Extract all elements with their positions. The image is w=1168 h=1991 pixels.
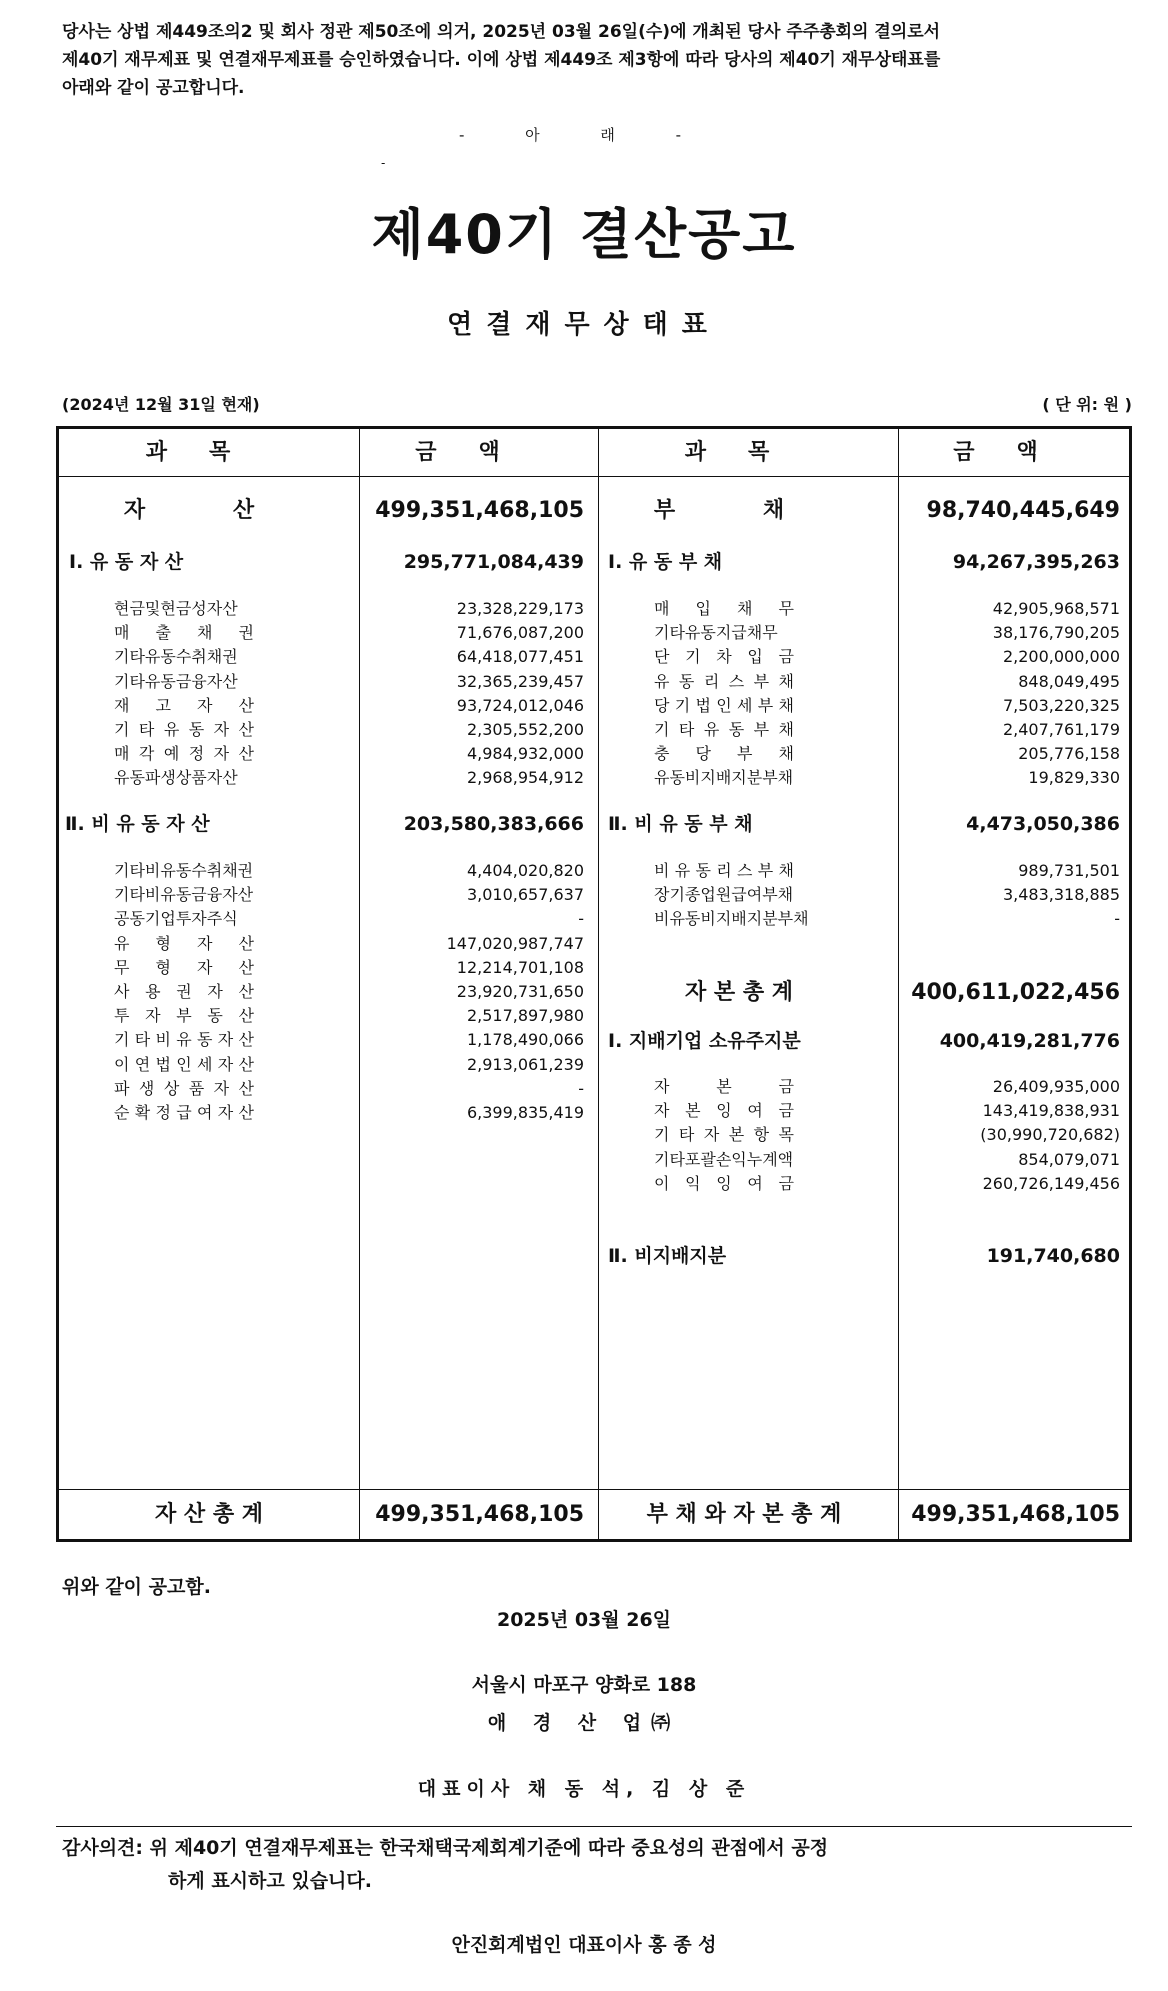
liability-item-label: 유동비지배지분부채: [654, 768, 794, 788]
liability-item-label: 당 기 법 인 세 부 채: [654, 695, 794, 715]
liabilities-total-value: 98,740,445,649: [926, 498, 1120, 523]
noncurrent-assets-value: 203,580,383,666: [403, 813, 584, 835]
auditor-name: 안진회계법인 대표이사 홍 종 성: [451, 1934, 717, 1956]
ceo-names: 대표이사 채 동 석, 김 상 준: [417, 1778, 751, 1800]
equity-item-value: (30,990,720,682): [980, 1125, 1120, 1145]
liability-item-label: 비유동비지배지분부채: [654, 909, 809, 929]
asset-item-label: 순 확 정 급 여 자 산: [114, 1103, 254, 1122]
asset-item-value: 32,365,239,457: [456, 671, 584, 691]
current-liabilities-label: Ⅰ. 유 동 부 채: [608, 551, 723, 573]
asset-item-label: 유동파생상품자산: [114, 768, 238, 788]
total-liab-equity-value: 499,351,468,105: [911, 1502, 1120, 1527]
company-name: 애 경 산 업㈜: [487, 1712, 681, 1734]
audit-divider: [56, 1826, 1132, 1827]
liability-item-value: 2,407,761,179: [1002, 720, 1120, 739]
controlling-interest-value: 400,419,281,776: [939, 1030, 1120, 1052]
header-item-left: 과목: [145, 440, 273, 465]
column-divider: [598, 429, 599, 1539]
asset-item-label: 유 형 자 산: [114, 933, 254, 953]
equity-item-label: 자 본 잉 여 금: [654, 1101, 794, 1121]
liability-item-value: 2,200,000,000: [1002, 647, 1120, 667]
header-amount-right: 금액: [953, 440, 1080, 465]
controlling-interest-label: Ⅰ. 지배기업 소유주지분: [608, 1030, 801, 1052]
liability-item-value: 205,776,158: [1018, 744, 1120, 764]
page-title: 제40기 결산공고: [371, 203, 797, 266]
header-item-right: 과목: [684, 440, 812, 465]
liability-item-value: 7,503,220,325: [1002, 695, 1120, 715]
equity-item-value: 260,726,149,456: [982, 1173, 1120, 1193]
audit-line: 하게 표시하고 있습니다.: [168, 1870, 372, 1892]
asset-item-value: 64,418,077,451: [456, 647, 584, 667]
total-assets-label: 자 산 총 계: [155, 1502, 263, 1527]
asset-item-value: 2,305,552,200: [466, 720, 584, 739]
statement-title: 연결재무상태표: [447, 310, 721, 340]
equity-total-value: 400,611,022,456: [911, 980, 1120, 1005]
asset-item-value: 147,020,987,747: [446, 933, 584, 953]
nci-value: 191,740,680: [986, 1245, 1120, 1267]
liability-item-value: 848,049,495: [1018, 671, 1120, 691]
notice-text: 위와 같이 공고함.: [62, 1576, 211, 1598]
asset-item-value: 71,676,087,200: [456, 623, 584, 643]
asset-item-label: 기타유동수취채권: [114, 647, 238, 667]
noncurrent-liabilities-value: 4,473,050,386: [966, 813, 1120, 835]
arae-marker: - 아 래 -: [458, 126, 710, 144]
liability-item-label: 장기종업원급여부채: [654, 885, 794, 905]
liability-item-label: 충 당 부 채: [654, 744, 794, 764]
header-amount-left: 금액: [415, 440, 542, 465]
liability-item-value: -: [1114, 909, 1120, 929]
liabilities-heading: 부 채: [653, 498, 825, 523]
assets-total-value: 499,351,468,105: [375, 498, 584, 523]
nci-label: Ⅱ. 비지배지분: [608, 1245, 727, 1267]
asset-item-label: 기 타 유 동 자 산: [114, 720, 254, 739]
liability-item-value: 38,176,790,205: [992, 623, 1120, 643]
current-assets-value: 295,771,084,439: [403, 551, 584, 573]
asset-item-value: 1,178,490,066: [466, 1030, 584, 1050]
asset-item-value: 23,328,229,173: [456, 599, 584, 618]
asset-item-label: 기타유동금융자산: [114, 671, 238, 691]
liability-item-value: 19,829,330: [1028, 768, 1120, 788]
total-assets-value: 499,351,468,105: [375, 1502, 584, 1527]
equity-item-value: 26,409,935,000: [992, 1077, 1120, 1096]
asset-item-label: 매 각 예 정 자 산: [114, 744, 254, 764]
asset-item-value: 93,724,012,046: [456, 695, 584, 715]
asset-item-value: 6,399,835,419: [466, 1103, 584, 1122]
company-address: 서울시 마포구 양화로 188: [471, 1674, 697, 1696]
equity-item-label: 기타포괄손익누계액: [654, 1149, 794, 1169]
intro-paragraph: [62, 18, 1062, 102]
asset-item-value: 23,920,731,650: [456, 982, 584, 1001]
asset-item-label: 공동기업투자주식: [114, 909, 238, 929]
unit-label: ( 단 위: 원 ): [1042, 395, 1132, 414]
liability-item-value: 3,483,318,885: [1002, 885, 1120, 905]
intro-line: 아래와 같이 공고합니다.: [62, 78, 245, 98]
current-assets-label: Ⅰ. 유 동 자 산: [69, 551, 184, 573]
asset-item-label: 기 타 비 유 동 자 산: [114, 1030, 254, 1050]
asset-item-value: 12,214,701,108: [456, 957, 584, 977]
asset-item-value: 2,968,954,912: [466, 768, 584, 788]
notice-date: 2025년 03월 26일: [496, 1609, 672, 1631]
liability-item-label: 단 기 차 입 금: [654, 647, 794, 667]
total-divider: [59, 1489, 1129, 1490]
audit-opinion: [62, 1832, 828, 1898]
asset-item-value: 4,404,020,820: [466, 861, 584, 880]
asset-item-label: 매 출 채 권: [114, 623, 254, 643]
liability-item-label: 기타유동지급채무: [654, 623, 778, 643]
asset-item-label: 재 고 자 산: [114, 695, 254, 715]
asset-item-label: 파 생 상 품 자 산: [114, 1078, 254, 1098]
asset-item-value: -: [578, 1078, 584, 1098]
equity-item-label: 이 익 잉 여 금: [654, 1173, 794, 1193]
total-liab-equity-label: 부 채 와 자 본 총 계: [646, 1502, 842, 1527]
asset-item-label: 기타비유동금융자산: [114, 885, 254, 905]
as-of-date: (2024년 12월 31일 현재): [62, 395, 260, 414]
asset-item-label: 기타비유동수취채권: [114, 861, 254, 880]
liability-item-value: 42,905,968,571: [992, 599, 1120, 618]
intro-line: 당사는 상법 제449조의2 및 회사 정관 제50조에 의거, 2025년 03월 26일(수)에 개최된 당사 주주총회의 결의로서: [62, 22, 941, 42]
intro-line: 제40기 재무제표 및 연결재무제표를 승인하였습니다. 이에 상법 제449조 제3항에 따라 당사의 제40기 재무상태표를: [62, 50, 941, 70]
asset-item-label: 사 용 권 자 산: [114, 982, 254, 1001]
liability-item-value: 989,731,501: [1018, 861, 1120, 880]
equity-item-value: 854,079,071: [1018, 1149, 1120, 1169]
asset-item-label: 이 연 법 인 세 자 산: [114, 1054, 254, 1074]
dash-mark: -: [381, 156, 386, 170]
noncurrent-liabilities-label: Ⅱ. 비 유 동 부 채: [608, 813, 753, 835]
asset-item-value: 4,984,932,000: [466, 744, 584, 764]
audit-line: 감사의견: 위 제40기 연결재무제표는 한국채택국제회계기준에 따라 중요성의 관점에서 공정: [62, 1837, 829, 1859]
header-divider: [59, 476, 1129, 477]
asset-item-value: 2,517,897,980: [466, 1006, 584, 1026]
liability-item-label: 매 입 채 무: [654, 599, 794, 618]
current-liabilities-value: 94,267,395,263: [952, 551, 1120, 573]
asset-item-label: 현금및현금성자산: [114, 599, 238, 618]
balance-sheet-table: [56, 426, 1132, 1542]
equity-item-label: 자 본 금: [654, 1077, 794, 1096]
liability-item-label: 유 동 리 스 부 채: [654, 671, 794, 691]
equity-total-label: 자 본 총 계: [685, 980, 793, 1005]
liability-item-label: 기 타 유 동 부 채: [654, 720, 794, 739]
equity-item-value: 143,419,838,931: [982, 1101, 1120, 1121]
asset-item-label: 무 형 자 산: [114, 957, 254, 977]
asset-item-value: -: [578, 909, 584, 929]
equity-item-label: 기 타 자 본 항 목: [654, 1125, 794, 1145]
noncurrent-assets-label: Ⅱ. 비 유 동 자 산: [65, 813, 210, 835]
asset-item-value: 3,010,657,637: [466, 885, 584, 905]
asset-item-label: 투 자 부 동 산: [114, 1006, 254, 1026]
assets-heading: 자 산: [123, 498, 295, 523]
liability-item-label: 비 유 동 리 스 부 채: [654, 861, 794, 880]
asset-item-value: 2,913,061,239: [466, 1054, 584, 1074]
